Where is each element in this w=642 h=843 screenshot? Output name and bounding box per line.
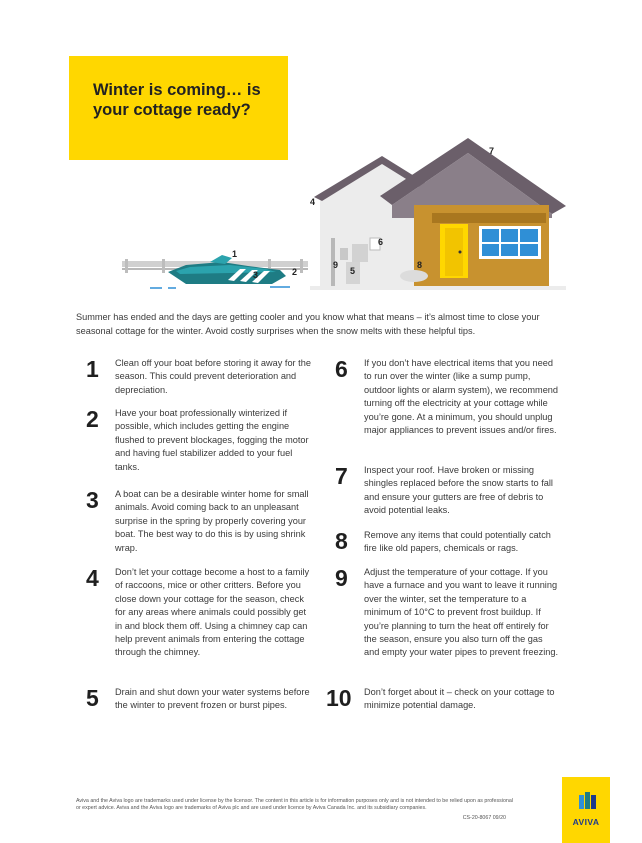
tip-text: Drain and shut down your water systems before the winter to prevent frozen or burst pipes. <box>115 687 310 711</box>
illustration-label: 8 <box>417 260 423 270</box>
dock-post <box>300 259 303 273</box>
tip-text: Don’t forget about it – check on your cottage to minimize potential damage. <box>364 687 555 711</box>
tip-number: 10 <box>326 685 352 711</box>
tip-text: A boat can be a desirable winter home for small animals. Avoid coming back to an unpleasant surprise in the spring by properly covering your boat. The best way to do this is by using shrink wrap. <box>115 489 309 553</box>
tip-text: Remove any items that could potentially catch fire like old papers, chemicals or rags. <box>364 530 551 554</box>
illustration-label: 1 <box>232 249 238 259</box>
aviva-logo-icon <box>562 777 610 817</box>
tip-number: 1 <box>86 356 99 382</box>
tip-number: 4 <box>86 565 99 591</box>
illustration-label: 6 <box>378 237 384 247</box>
aviva-logo <box>562 777 610 843</box>
dock-post <box>162 259 165 273</box>
illustration-label: 9 <box>333 260 339 270</box>
tip-text: Adjust the temperature of your cottage. If you have a furnace and you want to leave it running over the winter, set the temperature to a minimum of 10°C to prevent frost buildup. If you’re planning to turn the heat off entirely for the season, ensure you also turn off the gas and empty your water pipes to prevent freezing. <box>364 567 559 658</box>
tip-text: Have your boat professionally winterized if possible, which includes getting the engine flushed to prevent blockages, fogging the motor and having fuel stabilizer added to your fuel tanks. <box>115 408 309 472</box>
dock-post <box>125 259 128 273</box>
tip-number: 7 <box>335 463 348 489</box>
illustration-label: 4 <box>310 197 316 207</box>
tip-number: 3 <box>86 487 99 513</box>
illustration-label: 2 <box>292 267 298 277</box>
intro-paragraph: Summer has ended and the days are getting cooler and you know what that means – it’s almost time to close your seasonal cottage for the winter. Avoid costly surprises when the snow melts with these helpful tips. <box>76 312 540 336</box>
tip-text: Clean off your boat before storing it away for the season. This could prevent deterioration and depreciation. <box>115 358 311 395</box>
tip-number: 6 <box>335 356 348 382</box>
tip-number: 5 <box>86 685 99 711</box>
tip-text: Inspect your roof. Have broken or missing shingles replaced before the snow starts to fall and ensure your gutters are free of debris to avoid potential leaks. <box>364 465 553 516</box>
page-title: Winter is coming… is your cottage ready? <box>93 81 261 119</box>
illustration-label: 7 <box>489 146 495 156</box>
illustration-label: 5 <box>350 266 356 276</box>
aviva-logo-text: AVIVA <box>572 817 600 827</box>
footer-code: CS-20-8067 09/20 <box>462 815 506 821</box>
tip-text: If you don’t have electrical items that you need to run over the winter (like a sump pump, outdoor lights or alarm system), we recommend turning off the electricity at your cottage while you’re gone. At a minimum, you should unplug major appliances to prevent issues and/or fires. <box>364 358 559 436</box>
tip-text: Don’t let your cottage become a host to a family of raccoons, mice or other critters. Before you close down your cottage for the season, check for any areas where animals could possibly get in and block them off. Using a chimney cap can help prevent animals from entering the cottage through the chimney. <box>115 567 310 658</box>
tip-number: 9 <box>335 565 348 591</box>
footer-disclaimer: Aviva and the Aviva logo are trademarks used under license by the licensor. The content in this article is for information purposes only and is not intended to be relied upon as professional or expert advice. Aviva and the Aviva logo are trademarks of Aviva plc and are used under licence by Aviva Canada Inc. and its subsidiary companies. <box>76 798 513 812</box>
tip-number: 8 <box>335 528 348 554</box>
illustration-label: 3 <box>253 270 259 280</box>
tip-number: 2 <box>86 406 99 432</box>
cottage-illustration <box>0 0 642 300</box>
cottage-icon <box>310 138 566 290</box>
